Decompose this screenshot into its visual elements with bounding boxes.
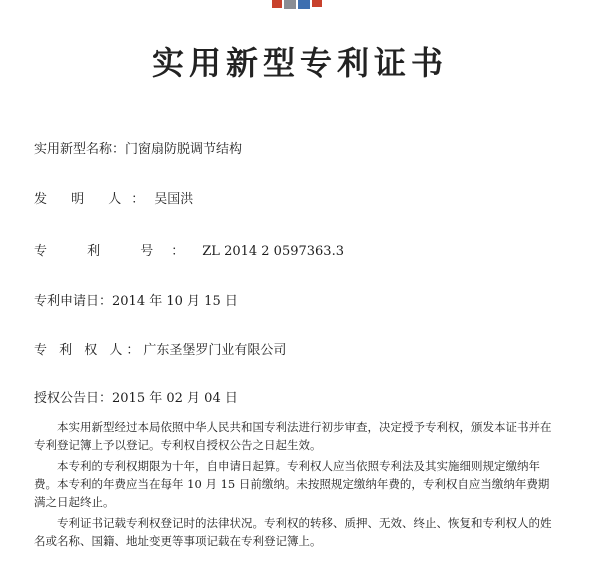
certificate-body xyxy=(34,418,554,553)
patent-number-value: ZL 2014 2 0597363.3 xyxy=(202,244,344,259)
utility-model-name-field xyxy=(34,138,242,157)
patentee-field xyxy=(34,339,286,358)
filing-date-value: 2014 年 10 月 15 日 xyxy=(112,294,238,309)
certificate-title: 实用新型专利证书 xyxy=(151,44,448,82)
grant-date-field xyxy=(34,387,238,406)
emblem-stripe-gray xyxy=(284,0,296,9)
emblem-stripe-red xyxy=(272,0,282,8)
grant-date-value: 2015 年 02 月 04 日 xyxy=(112,391,238,406)
grant-date-label: 授权公告日： xyxy=(34,391,113,406)
inventor-value: 吴国洪 xyxy=(154,192,194,207)
body-paragraph: 本实用新型经过本局依照中华人民共和国专利法进行初步审查，决定授予专利权，颁发本证书并在专利登记簿上予以登记。专利权自授权公告之日起生效。 xyxy=(34,420,552,452)
body-paragraph: 本专利的专利权期限为十年，自申请日起算。专利权人应当依照专利法及其实施细则规定缴纳年费。本专利的年费应当在每年 10 月 15 日前缴纳。未按照规定缴纳年费的，专利权自应当缴纳年费期满之日起终止。 xyxy=(34,459,550,509)
filing-date-label: 专利申请日： xyxy=(34,294,113,309)
patentee-label: 专 利 权 人： xyxy=(34,343,144,358)
patentee-value: 广东圣堡罗门业有限公司 xyxy=(143,343,287,358)
utility-model-name-value: 门窗扇防脱调节结构 xyxy=(125,142,243,157)
patent-number-label: 专 利 号： xyxy=(34,244,203,259)
emblem-icon xyxy=(266,0,330,10)
patent-number-field xyxy=(34,240,344,259)
filing-date-field xyxy=(34,290,238,309)
utility-model-name-label: 实用新型名称： xyxy=(34,142,126,157)
body-paragraph: 专利证书记载专利权登记时的法律状况。专利权的转移、质押、无效、终止、恢复和专利权人的姓名或名称、国籍、地址变更等事项记载在专利登记簿上。 xyxy=(34,516,552,548)
emblem-stripe-blue xyxy=(298,0,310,9)
emblem-stripe-red-2 xyxy=(312,0,322,7)
inventor-label: 发 明 人： xyxy=(34,192,155,207)
inventor-field xyxy=(34,188,193,207)
